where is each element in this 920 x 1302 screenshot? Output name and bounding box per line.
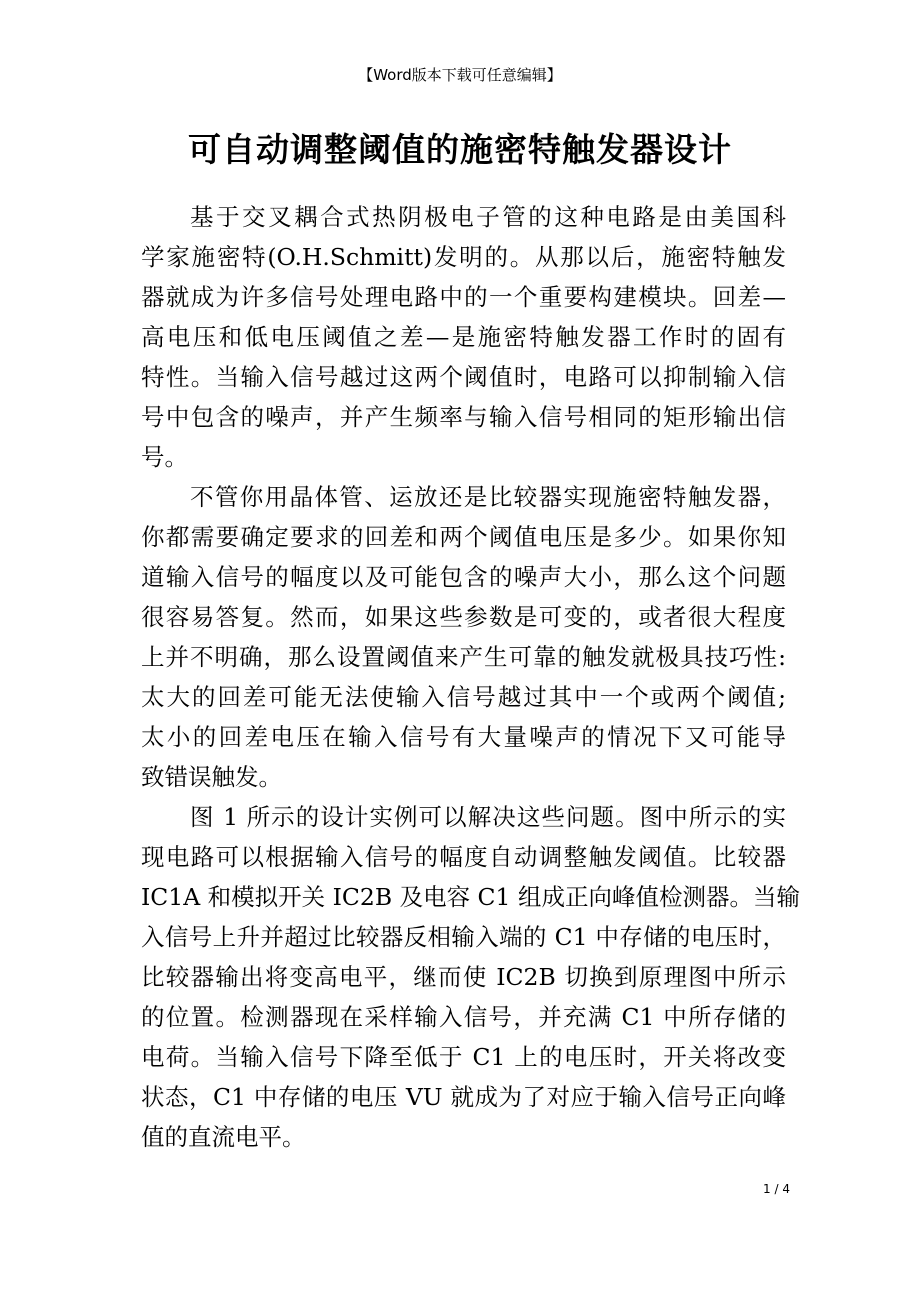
text-line: 特性。当输入信号越过这两个阈值时，电路可以抑制输入信 [141,363,786,391]
text-line: 现电路可以根据输入信号的幅度自动调整触发阈值。比较器 [141,843,786,871]
page-number: 1 / 4 [763,1182,790,1196]
text-line: 你都需要确定要求的回差和两个阈值电压是多少。如果你知 [141,523,786,551]
document-body [141,197,800,1157]
paragraph-2 [141,477,786,797]
text-line: 图 1 所示的设计实例可以解决这些问题。图中所示的实 [190,803,787,831]
document-title: 可自动调整阈值的施密特触发器设计 [188,130,732,169]
text-line: 器就成为许多信号处理电路中的一个重要构建模块。回差— [141,283,786,311]
text-line: 号。 [141,443,188,471]
download-header: 【Word版本下载可任意编辑】 [358,66,562,84]
text-line: 比较器输出将变高电平，继而使 IC2B 切换到原理图中所示 [141,963,786,991]
text-line: 很容易答复。然而，如果这些参数是可变的，或者很大程度 [141,603,786,631]
text-line: 上并不明确，那么设置阈值来产生可靠的触发就极具技巧性: [141,643,786,671]
paragraph-3 [141,797,800,1157]
text-line: 致错误触发。 [141,763,282,791]
text-line: 高电压和低电压阈值之差—是施密特触发器工作时的固有 [141,323,786,351]
text-line: 入信号上升并超过比较器反相输入端的 C1 中存储的电压时， [141,923,786,951]
text-line: 值的直流电平。 [141,1123,306,1151]
text-line: 不管你用晶体管、运放还是比较器实现施密特触发器， [190,483,786,511]
text-line: 学家施密特(O.H.Schmitt)发明的。从那以后，施密特触发 [141,243,786,271]
text-line: 号中包含的噪声，并产生频率与输入信号相同的矩形输出信 [141,403,786,431]
text-line: 的位置。检测器现在采样输入信号，并充满 C1 中所存储的 [141,1003,786,1031]
text-line: 状态，C1 中存储的电压 VU 就成为了对应于输入信号正向峰 [141,1083,786,1111]
text-line: 道输入信号的幅度以及可能包含的噪声大小，那么这个问题 [141,563,786,591]
text-line: 太大的回差可能无法使输入信号越过其中一个或两个阈值; [141,683,786,711]
text-line: IC1A 和模拟开关 IC2B 及电容 C1 组成正向峰值检测器。当输 [141,883,800,911]
text-line: 太小的回差电压在输入信号有大量噪声的情况下又可能导 [141,723,786,751]
paragraph-1 [141,197,786,477]
text-line: 电荷。当输入信号下降至低于 C1 上的电压时，开关将改变 [141,1043,786,1071]
text-line: 基于交叉耦合式热阴极电子管的这种电路是由美国科 [190,203,786,231]
